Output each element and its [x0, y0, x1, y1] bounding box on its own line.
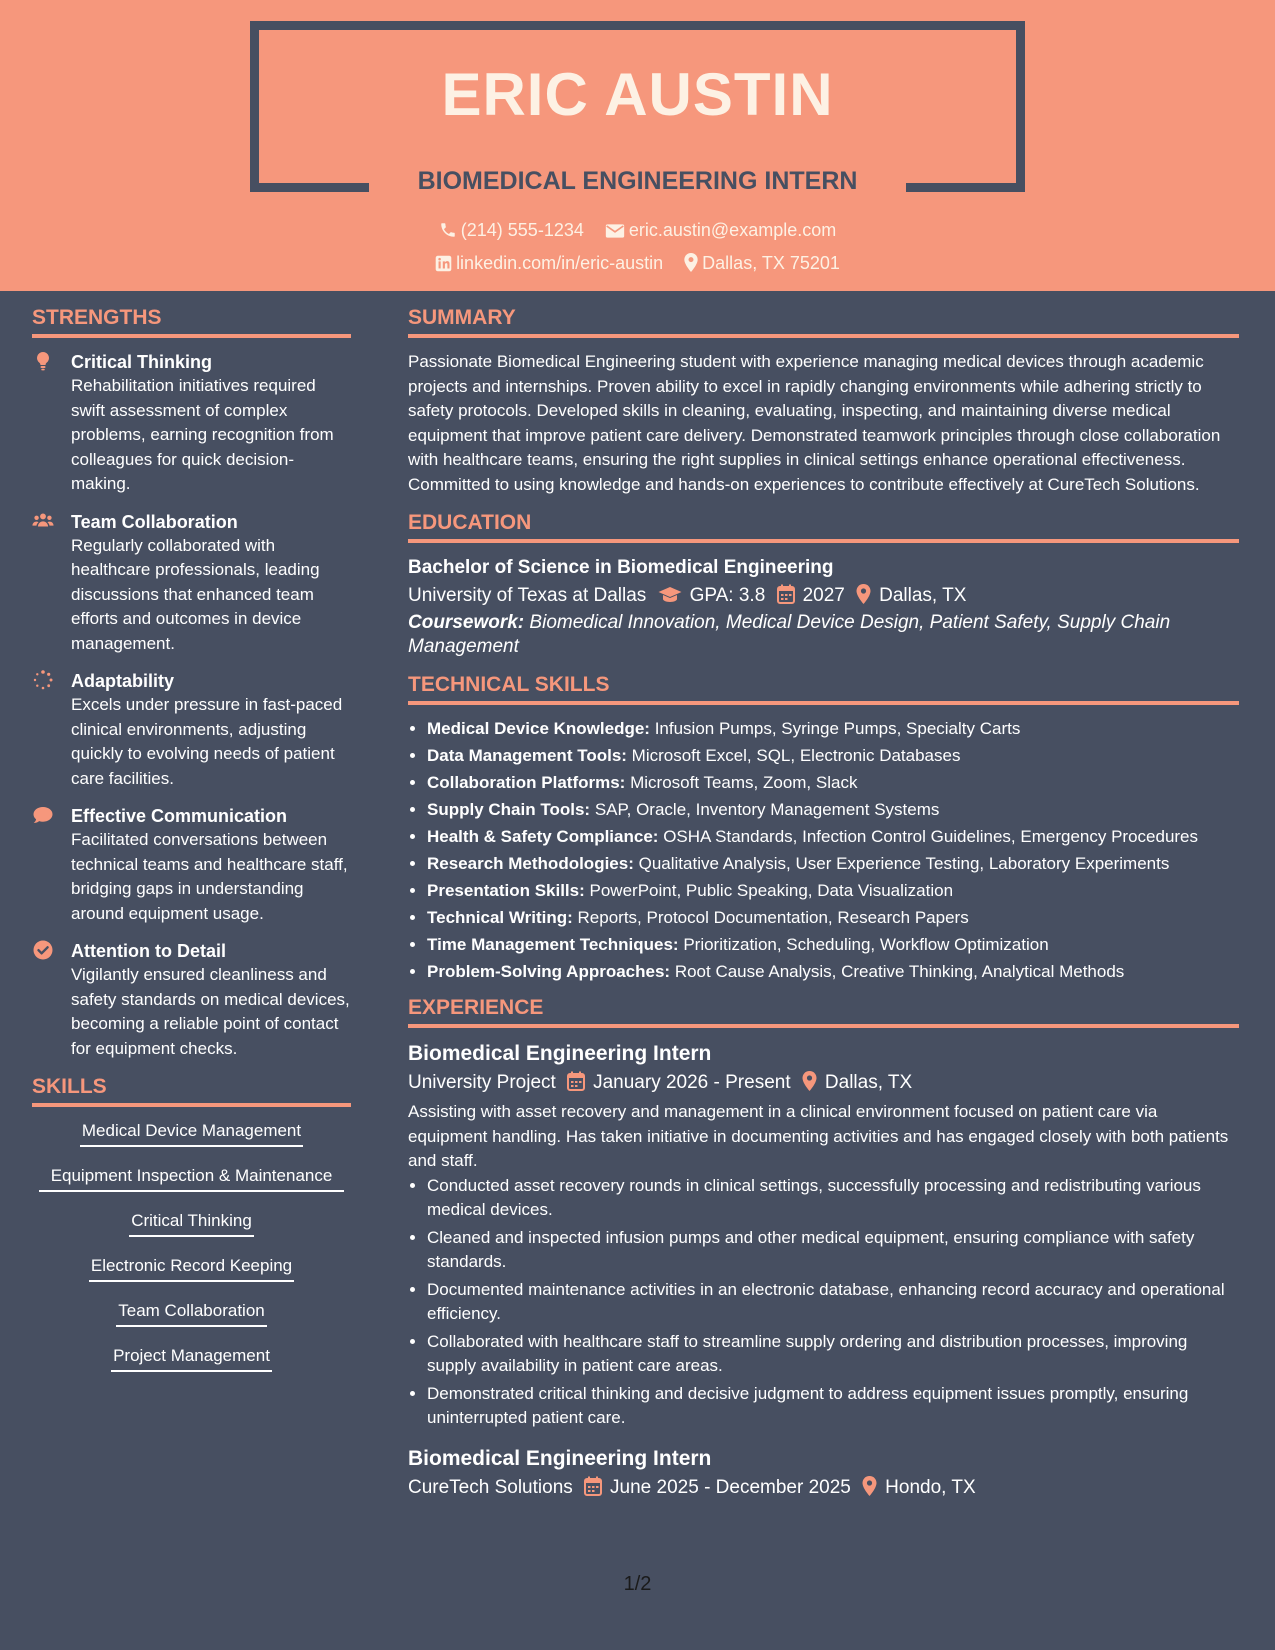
summary-heading: SUMMARY: [408, 306, 1239, 338]
linkedin-text[interactable]: linkedin.com/in/eric-austin: [456, 253, 664, 273]
education-meta: [408, 581, 1239, 611]
list-item: [427, 744, 1239, 768]
job-title: BIOMEDICAL ENGINEERING INTERN: [417, 167, 858, 195]
gpa: GPA: 3.8: [689, 585, 766, 606]
strength-title: Team Collaboration: [71, 511, 238, 532]
list-item: [427, 798, 1239, 822]
tech-value: Qualitative Analysis, User Experience Testing, Laboratory Experiments: [638, 854, 1170, 873]
map-marker-icon: [856, 584, 871, 604]
email-text[interactable]: eric.austin@example.com: [628, 220, 837, 240]
company: University Project: [408, 1072, 556, 1093]
technical-skills-heading: TECHNICAL SKILLS: [408, 673, 1239, 705]
strength-desc: Facilitated conversations between technical teams and healthcare staff, bridging gaps in understanding around equipment usage.: [71, 830, 348, 923]
strength-item: [32, 350, 351, 497]
list-item: • Conducted asset recovery rounds in clinical settings, successfully processing and redistributing various medical devices.: [427, 1174, 1239, 1223]
map-marker-icon: [862, 1476, 877, 1496]
coursework-label: Coursework:: [408, 612, 525, 633]
strength-item: [32, 804, 351, 926]
tech-label: Data Management Tools:: [427, 746, 627, 765]
strength-title: Critical Thinking: [71, 352, 213, 372]
check-circle-icon: [32, 939, 54, 961]
strength-title: Attention to Detail: [71, 941, 226, 961]
tech-label: Health & Safety Compliance:: [427, 827, 659, 846]
skill-tag: Critical Thinking: [129, 1209, 254, 1237]
tech-value: Reports, Protocol Documentation, Research Papers: [577, 908, 969, 927]
strength-item: [32, 939, 351, 1061]
skill-tag: Equipment Inspection & Maintenance: [39, 1164, 344, 1192]
strength-item: [32, 510, 351, 657]
education-heading: EDUCATION: [408, 511, 1239, 543]
tech-label: Collaboration Platforms:: [427, 773, 626, 792]
list-item: [427, 879, 1239, 903]
skills-list: [32, 1119, 351, 1389]
job-description: Assisting with asset recovery and management in a clinical environment focused on patient care via equipment handling. Has taken initiative in documenting activities and has engaged closely with both patients and staff.: [408, 1102, 1229, 1170]
calendar-icon: [584, 1476, 602, 1496]
tech-label: Medical Device Knowledge:: [427, 719, 650, 738]
coursework-list: Biomedical Innovation, Medical Device Design, Patient Safety, Supply Chain Management: [408, 612, 1171, 657]
phone-text: (214) 555-1234: [460, 220, 584, 240]
strength-title: Adaptability: [71, 671, 175, 691]
degree: Bachelor of Science in Biomedical Engineering: [408, 557, 834, 578]
strength-desc: Excels under pressure in fast-paced clinical environments, adjusting quickly to evolving needs of patient care facilities.: [71, 695, 343, 788]
school: University of Texas at Dallas: [408, 585, 647, 606]
linkedin[interactable]: [435, 253, 663, 274]
strengths-heading: STRENGTHS: [32, 306, 351, 338]
list-item: [427, 933, 1239, 957]
skill-tag: Medical Device Management: [80, 1119, 303, 1147]
list-item: • Collaborated with healthcare staff to streamline supply ordering and distribution processes, improving supply availability in patient care areas.: [427, 1330, 1239, 1379]
list-item: • Demonstrated critical thinking and decisive judgment to address equipment issues promptly, ensuring uninterrupted patient care.: [427, 1382, 1239, 1431]
graduation-cap-icon: [658, 586, 682, 604]
spinner-icon: [32, 669, 54, 691]
tech-label: Problem-Solving Approaches:: [427, 962, 671, 981]
tech-label: Technical Writing:: [427, 908, 573, 927]
tech-value: Prioritization, Scheduling, Workflow Optimization: [683, 935, 1049, 954]
strength-title: Effective Communication: [71, 806, 288, 826]
job-entry-title: Biomedical Engineering Intern: [408, 1446, 712, 1470]
list-item: [427, 717, 1239, 741]
company: CureTech Solutions: [408, 1476, 573, 1498]
grad-year: 2027: [802, 585, 845, 606]
phone-icon: [439, 221, 457, 239]
tech-value: Microsoft Teams, Zoom, Slack: [630, 773, 858, 792]
left-column: [32, 306, 351, 1389]
job-meta: [408, 1068, 1239, 1098]
phone: [439, 220, 584, 241]
tech-value: PowerPoint, Public Speaking, Data Visualization: [589, 881, 954, 900]
job-entry-title: Biomedical Engineering Intern: [408, 1042, 712, 1065]
list-item: [427, 825, 1239, 849]
contact-row: [0, 220, 1275, 241]
job-dates: January 2026 - Present: [593, 1072, 791, 1093]
strength-desc: Vigilantly ensured cleanliness and safety standards on medical devices, becoming a reliable point of contact for equipment checks.: [71, 965, 350, 1058]
job-location: Hondo, TX: [885, 1476, 976, 1498]
list-item: [427, 906, 1239, 930]
tech-value: SAP, Oracle, Inventory Management Systems: [594, 800, 940, 819]
summary-text: Passionate Biomedical Engineering student with experience managing medical devices through academic projects and internships. Proven ability to excel in rapidly changing environments while adhering strictly to safety protocols. Developed skills in cleaning, evaluating, inspecting, and maintaining diverse medical equipment that improve patient care delivery. Demonstrated teamwork principles through close collaboration with healthcare teams, ensuring the right supplies in clinical settings enhance operational effectiveness. Committed to using knowledge and hands-on experiences to contribute effectively at CureTech Solutions.: [408, 352, 1221, 494]
tech-label: Supply Chain Tools:: [427, 800, 591, 819]
comment-icon: [32, 804, 54, 826]
list-item: • Documented maintenance activities in an electronic database, enhancing record accuracy and operational efficiency.: [427, 1278, 1239, 1327]
experience-section: [408, 1040, 1239, 1503]
strength-desc: Rehabilitation initiatives required swift assessment of complex problems, earning recognition from colleagues for quick decision-making.: [71, 376, 334, 493]
job-bullets: [408, 1174, 1239, 1431]
location: [684, 253, 840, 274]
tech-label: Presentation Skills:: [427, 881, 585, 900]
map-marker-icon: [802, 1071, 817, 1091]
list-item: [427, 852, 1239, 876]
candidate-name: ERIC AUSTIN: [441, 61, 834, 128]
strength-desc: Regularly collaborated with healthcare professionals, leading discussions that enhanced team efforts and outcomes in device management.: [71, 535, 320, 653]
page-number: 1/2: [623, 1573, 652, 1595]
tech-value: Microsoft Excel, SQL, Electronic Databases: [631, 746, 961, 765]
right-column: [408, 306, 1239, 1503]
tech-label: Research Methodologies:: [427, 854, 634, 873]
skills-heading: SKILLS: [32, 1075, 351, 1107]
tech-value: Root Cause Analysis, Creative Thinking, Analytical Methods: [674, 962, 1125, 981]
header: [0, 0, 1275, 291]
calendar-icon: [777, 584, 795, 604]
school-location: Dallas, TX: [879, 585, 967, 606]
linkedin-icon: [435, 255, 452, 272]
skill-tag: Electronic Record Keeping: [89, 1254, 294, 1282]
tech-value: OSHA Standards, Infection Control Guidelines, Emergency Procedures: [663, 827, 1199, 846]
coursework: [408, 611, 1239, 659]
list-item: [427, 771, 1239, 795]
contact-row-2: [0, 253, 1275, 274]
location-text: Dallas, TX 75201: [702, 253, 840, 273]
job-dates: June 2025 - December 2025: [610, 1476, 851, 1498]
calendar-icon: [567, 1071, 585, 1091]
tech-label: Time Management Techniques:: [427, 935, 679, 954]
lightbulb-icon: [32, 350, 54, 372]
experience-heading: EXPERIENCE: [408, 996, 1239, 1028]
tech-value: Infusion Pumps, Syringe Pumps, Specialty Carts: [654, 719, 1021, 738]
users-icon: [32, 510, 54, 532]
job-location: Dallas, TX: [824, 1072, 913, 1093]
skill-tag: Project Management: [111, 1344, 272, 1372]
technical-skills-list: [408, 717, 1239, 984]
list-item: • Cleaned and inspected infusion pumps and other medical equipment, ensuring compliance with safety standards.: [427, 1226, 1239, 1275]
skill-tag: Team Collaboration: [116, 1299, 266, 1327]
list-item: [427, 960, 1239, 984]
job-meta: [408, 1473, 1239, 1503]
strength-item: [32, 669, 351, 791]
envelope-icon: [605, 223, 625, 239]
email[interactable]: [605, 220, 836, 241]
map-marker-icon: [684, 253, 698, 272]
